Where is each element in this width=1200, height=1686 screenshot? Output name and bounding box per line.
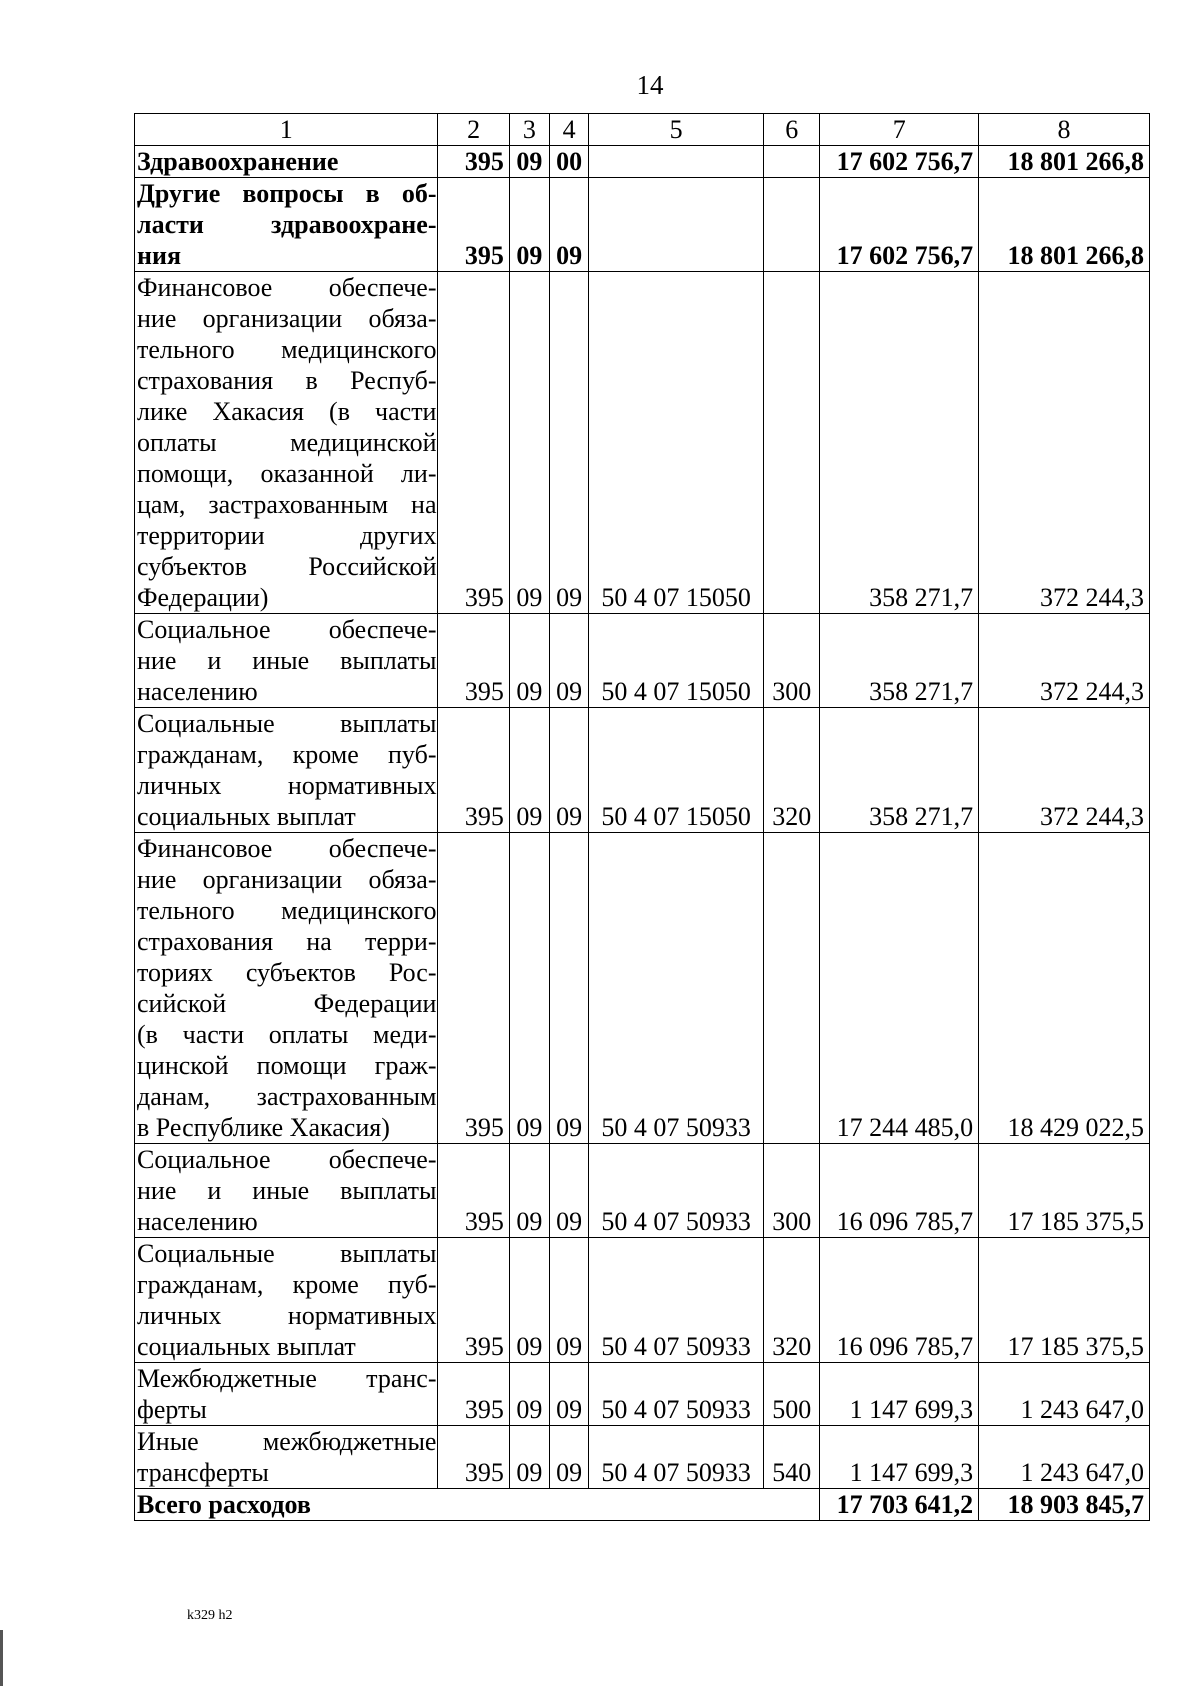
cell-code: 395 [438,614,509,708]
column-header: 6 [764,114,820,146]
cell-amount-year1: 1 147 699,3 [820,1426,979,1489]
cell-subsection: 09 [550,833,589,1144]
cell-subsection: 09 [550,614,589,708]
cell-target-article: 50 4 07 15050 [589,708,764,833]
cell-subsection: 09 [550,1238,589,1363]
row-name-line: лике Хакасия (в части [137,397,437,426]
cell-amount-year1: 358 271,7 [820,614,979,708]
cell-amount-year1: 1 147 699,3 [820,1363,979,1426]
cell-code: 395 [438,1426,509,1489]
table-header-row [135,114,1150,146]
cell-subsection: 09 [550,1363,589,1426]
row-name-line: Социальное обеспече- [137,615,437,644]
total-amount-year2: 18 903 845,7 [979,1489,1150,1521]
cell-code: 395 [438,178,509,272]
row-name-line: Финансовое обеспече- [137,273,437,302]
column-header: 1 [135,114,438,146]
row-name-line: Социальные выплаты [137,709,437,738]
row-name-line: сийской Федерации [137,989,437,1018]
row-name [135,178,438,272]
cell-amount-year2: 18 429 022,5 [979,833,1150,1144]
cell-amount-year2: 372 244,3 [979,614,1150,708]
cell-code: 395 [438,833,509,1144]
row-name-line: тельного медицинского [137,896,437,925]
row-name-line: территории других [137,521,437,550]
row-name [135,1144,438,1238]
document-code: k329 h2 [187,1608,233,1623]
cell-subsection: 09 [550,708,589,833]
cell-amount-year1: 17 602 756,7 [820,146,979,178]
row-name-line: субъектов Российской [137,552,437,581]
row-name-line: страхования в Респуб- [137,366,437,395]
row-name [135,272,438,614]
cell-amount-year1: 358 271,7 [820,708,979,833]
row-name-line: социальных выплат [137,1332,356,1361]
cell-expense-type [764,178,820,272]
table-row [135,833,1150,1144]
table-row [135,272,1150,614]
cell-expense-type [764,272,820,614]
cell-target-article: 50 4 07 50933 [589,1363,764,1426]
total-label: Всего расходов [135,1489,820,1521]
row-name-line: в Республике Хакасия) [137,1113,390,1142]
row-name-line: ние и иные выплаты [137,646,437,675]
row-name-line: социальных выплат [137,802,356,831]
row-name-line: оплаты медицинской [137,428,437,457]
cell-target-article: 50 4 07 50933 [589,1238,764,1363]
row-name-line: тельного медицинского [137,335,437,364]
row-name-line: данам, застрахованным [137,1082,437,1111]
column-header: 5 [589,114,764,146]
cell-code: 395 [438,1144,509,1238]
cell-amount-year2: 1 243 647,0 [979,1363,1150,1426]
row-name-line: ние организации обяза- [137,304,437,333]
cell-target-article [589,178,764,272]
row-name-line: Федерации) [137,583,269,612]
row-name-line: Финансовое обеспече- [137,834,437,863]
row-name-line: ния [137,241,182,270]
cell-target-article: 50 4 07 50933 [589,1426,764,1489]
row-name-line: Социальные выплаты [137,1239,437,1268]
cell-amount-year2: 372 244,3 [979,708,1150,833]
row-name [135,1238,438,1363]
cell-subsection: 09 [550,178,589,272]
row-name [135,708,438,833]
cell-amount-year2: 17 185 375,5 [979,1238,1150,1363]
row-name-line: личных нормативных [137,771,437,800]
row-name-line: ториях субъектов Рос- [137,958,437,987]
row-name [135,614,438,708]
cell-amount-year2: 17 185 375,5 [979,1144,1150,1238]
cell-section: 09 [509,178,549,272]
row-name [135,1426,438,1489]
budget-table [134,113,1150,1521]
cell-target-article: 50 4 07 50933 [589,1144,764,1238]
table-row [135,708,1150,833]
cell-expense-type: 540 [764,1426,820,1489]
row-name-line: Социальное обеспече- [137,1145,437,1174]
cell-target-article [589,146,764,178]
cell-subsection: 00 [550,146,589,178]
row-name [135,146,438,178]
table-row [135,1426,1150,1489]
row-name-line: ферты [137,1395,207,1424]
table-row [135,1363,1150,1426]
cell-section: 09 [509,1426,549,1489]
table-body [135,114,1150,1521]
column-header: 7 [820,114,979,146]
cell-section: 09 [509,272,549,614]
cell-code: 395 [438,1238,509,1363]
cell-section: 09 [509,708,549,833]
column-header: 8 [979,114,1150,146]
row-name-line: (в части оплаты меди- [137,1020,437,1049]
total-row [135,1489,1150,1521]
row-name-line: трансферты [137,1458,269,1487]
table-row [135,1144,1150,1238]
cell-code: 395 [438,272,509,614]
row-name-line: ние и иные выплаты [137,1176,437,1205]
row-name-line: Иные межбюджетные [137,1427,437,1456]
cell-section: 09 [509,1238,549,1363]
table-row [135,146,1150,178]
column-header: 4 [550,114,589,146]
row-name-line: ласти здравоохране- [137,210,437,239]
cell-section: 09 [509,833,549,1144]
cell-target-article: 50 4 07 15050 [589,272,764,614]
cell-expense-type [764,146,820,178]
table-row [135,614,1150,708]
cell-target-article: 50 4 07 15050 [589,614,764,708]
total-amount-year1: 17 703 641,2 [820,1489,979,1521]
cell-amount-year1: 17 244 485,0 [820,833,979,1144]
table-row [135,178,1150,272]
row-name-line: гражданам, кроме пуб- [137,740,437,769]
cell-amount-year2: 1 243 647,0 [979,1426,1150,1489]
cell-subsection: 09 [550,1144,589,1238]
cell-amount-year2: 18 801 266,8 [979,178,1150,272]
row-name-line: населению [137,677,258,706]
cell-expense-type: 500 [764,1363,820,1426]
cell-section: 09 [509,1363,549,1426]
cell-target-article: 50 4 07 50933 [589,833,764,1144]
cell-code: 395 [438,146,509,178]
row-name-line: цинской помощи граж- [137,1051,437,1080]
cell-amount-year1: 16 096 785,7 [820,1238,979,1363]
cell-code: 395 [438,1363,509,1426]
scan-mark [0,1630,3,1686]
cell-amount-year1: 16 096 785,7 [820,1144,979,1238]
cell-expense-type: 300 [764,614,820,708]
row-name-line: личных нормативных [137,1301,437,1330]
row-name-line: цам, застрахованным на [137,490,437,519]
page-number: 14 [636,70,664,100]
row-name-line: гражданам, кроме пуб- [137,1270,437,1299]
cell-section: 09 [509,614,549,708]
row-name-line: Межбюджетные транс- [137,1364,437,1393]
cell-subsection: 09 [550,272,589,614]
row-name-line: населению [137,1207,258,1236]
cell-amount-year1: 17 602 756,7 [820,178,979,272]
cell-expense-type: 300 [764,1144,820,1238]
cell-expense-type [764,833,820,1144]
cell-section: 09 [509,146,549,178]
cell-amount-year2: 18 801 266,8 [979,146,1150,178]
cell-section: 09 [509,1144,549,1238]
table-row [135,1238,1150,1363]
column-header: 3 [509,114,549,146]
row-name-line: Здравоохранение [137,147,339,176]
row-name-line: страхования на терри- [137,927,437,956]
row-name-line: помощи, оказанной ли- [137,459,437,488]
row-name-line: ние организации обяза- [137,865,437,894]
row-name [135,1363,438,1426]
row-name [135,833,438,1144]
row-name-line: Другие вопросы в об- [137,179,437,208]
cell-expense-type: 320 [764,1238,820,1363]
cell-code: 395 [438,708,509,833]
cell-expense-type: 320 [764,708,820,833]
column-header: 2 [438,114,509,146]
cell-amount-year1: 358 271,7 [820,272,979,614]
cell-amount-year2: 372 244,3 [979,272,1150,614]
cell-subsection: 09 [550,1426,589,1489]
